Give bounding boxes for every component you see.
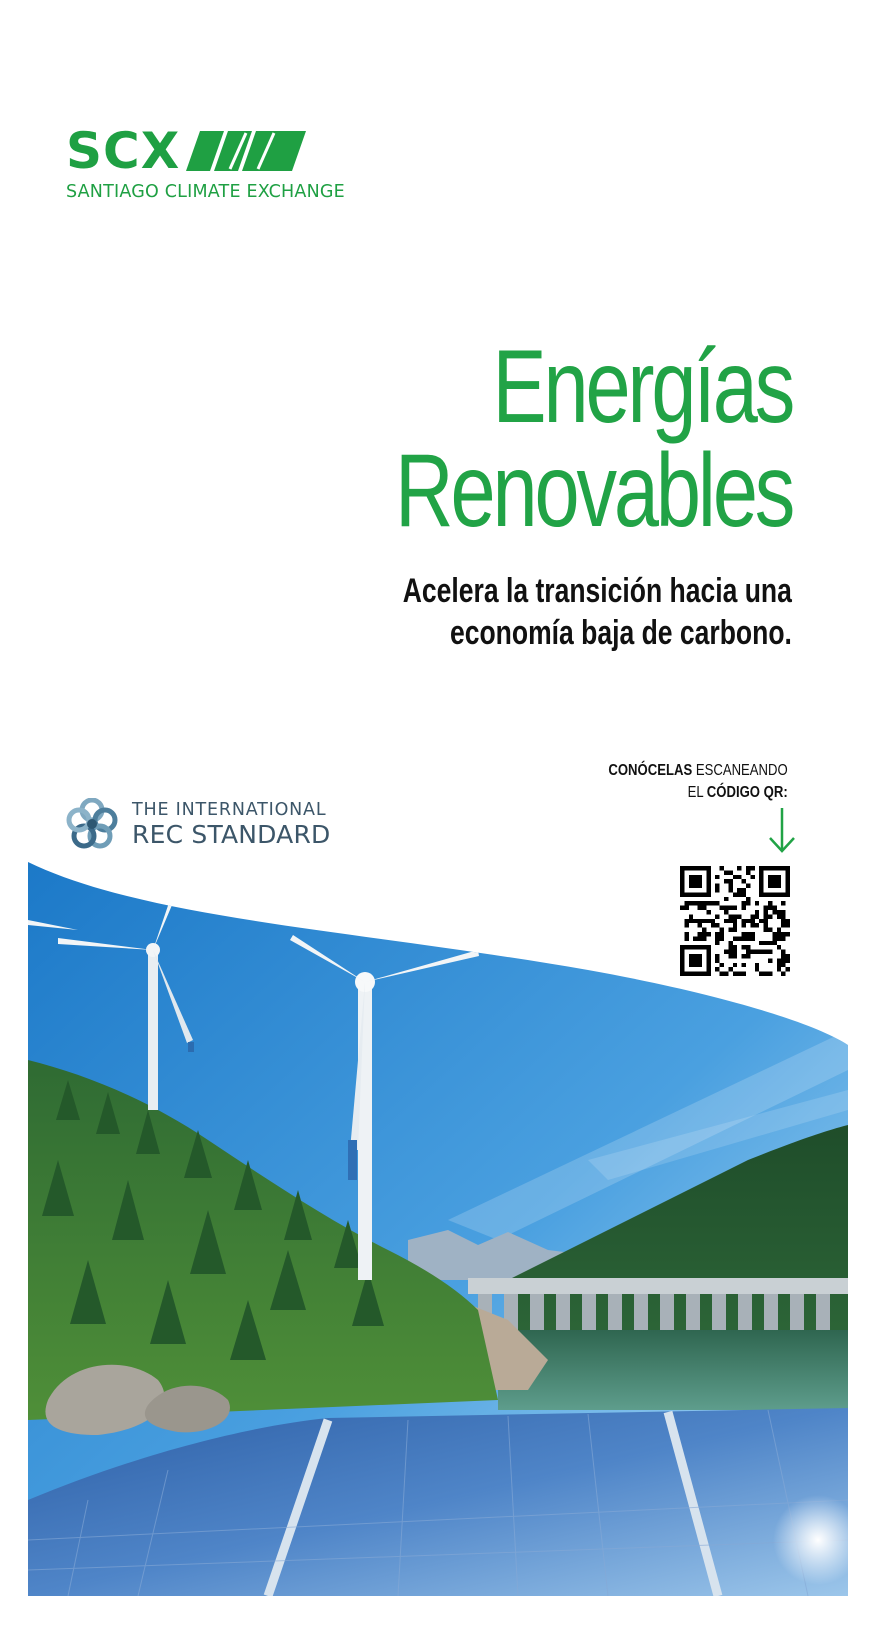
scx-logo [66, 122, 346, 202]
logo-subtitle: SANTIAGO CLIMATE EXCHANGE [66, 182, 345, 202]
arrow-down-icon [768, 806, 796, 854]
subtitle-line-1: Acelera la transición hacia una [402, 572, 792, 610]
title-line-2: Renovables [394, 433, 792, 549]
subtitle-line-2: economía baja de carbono. [450, 614, 792, 652]
logo-stripes-icon [186, 131, 306, 171]
qr-prompt [609, 760, 788, 804]
renewable-energy-scene [28, 860, 848, 1596]
irec-line-1: THE INTERNATIONAL [132, 799, 327, 820]
title-line-1: Energías [492, 329, 792, 445]
irec-logo [66, 798, 331, 850]
qr-prompt-pre-2: EL [687, 784, 708, 801]
irec-line-2: REC STANDARD [132, 819, 331, 849]
irec-flower-icon [66, 798, 118, 850]
qr-prompt-bold-2: CÓDIGO QR: [707, 784, 788, 801]
subtitle [403, 570, 792, 654]
qr-prompt-rest-1: ESCANEANDO [692, 762, 788, 779]
logo-wordmark: SCX [66, 122, 181, 180]
page-title [394, 329, 792, 549]
qr-prompt-bold-1: CONÓCELAS [608, 762, 693, 779]
